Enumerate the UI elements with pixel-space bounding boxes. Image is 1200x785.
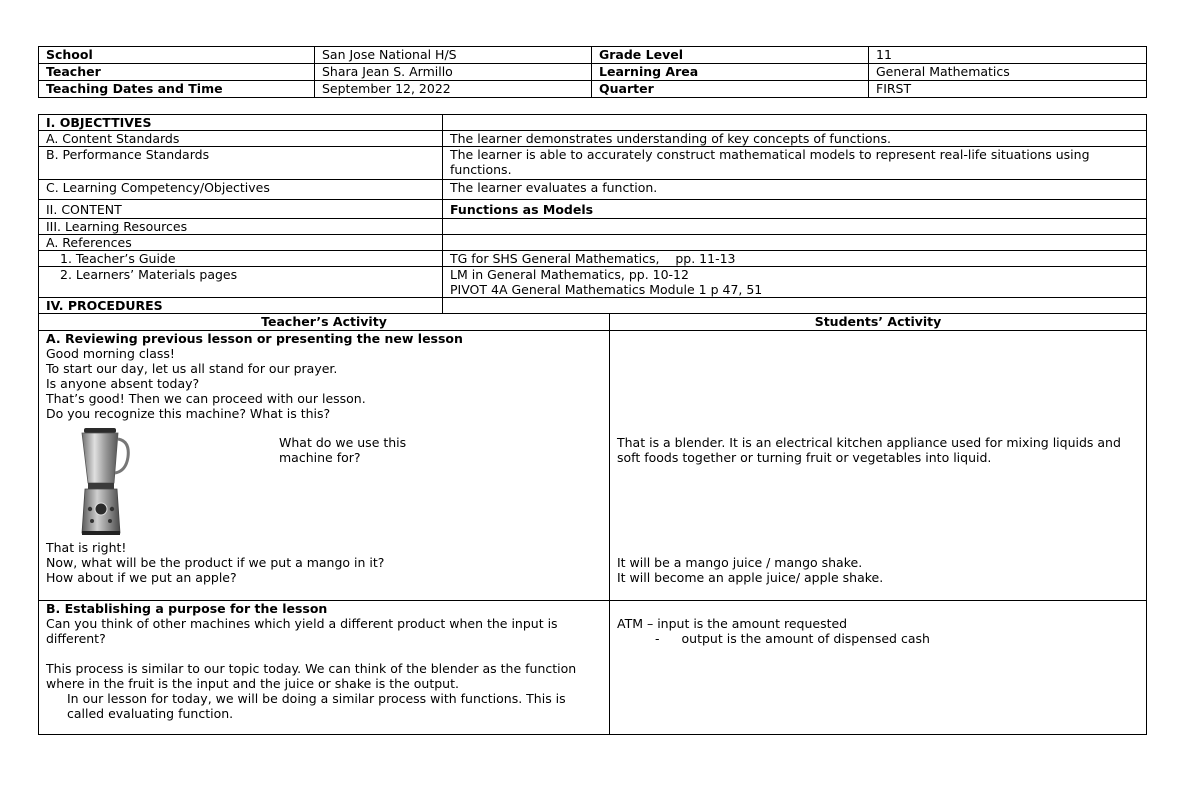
school-label: School <box>39 47 315 64</box>
teachers-guide-value: TG for SHS General Mathematics, pp. 11-13 <box>443 251 1147 267</box>
references-label: A. References <box>39 235 443 251</box>
learners-materials-value <box>443 267 1147 298</box>
student-activity-header: Students’ Activity <box>610 314 1147 331</box>
teachers-guide-label: 1. Teacher’s Guide <box>39 251 443 267</box>
header-table <box>38 46 1147 98</box>
activity-a-answer-2: It will be a mango juice / mango shake. <box>617 555 863 570</box>
teacher-activity-header: Teacher’s Activity <box>39 314 610 331</box>
activity-a-row <box>39 331 1147 601</box>
activity-a-line-4: That’s good! Then we can proceed with our lesson. <box>46 391 366 406</box>
activity-a-line-7: Now, what will be the product if we put a mango in it? <box>46 555 385 570</box>
lm-reference-2: PIVOT 4A General Mathematics Module 1 p 47, 51 <box>450 282 763 297</box>
references-empty <box>443 235 1147 251</box>
activity-b-row <box>39 601 1147 735</box>
grade-label: Grade Level <box>592 47 869 64</box>
activity-b-teacher <box>39 601 610 735</box>
learners-materials-label: 2. Learners’ Materials pages <box>39 267 443 298</box>
activity-a-answer-3: It will become an apple juice/ apple shake. <box>617 570 884 585</box>
dates-value: September 12, 2022 <box>315 81 592 98</box>
area-value: General Mathematics <box>869 64 1147 81</box>
activity-b-answer-1: ATM – input is the amount requested <box>617 616 848 631</box>
procedures-heading: IV. PROCEDURES <box>39 298 443 314</box>
objectives-heading: I. OBJECTTIVES <box>39 115 443 131</box>
activity-header-row <box>39 314 1147 331</box>
activity-b-line-3: In our lesson for today, we will be doing a similar process with functions. This is called evaluating function. <box>67 691 566 721</box>
competency-row <box>39 180 1147 200</box>
objectives-row <box>39 115 1147 131</box>
grade-value: 11 <box>869 47 1147 64</box>
teachers-guide-row <box>39 251 1147 267</box>
quarter-value: FIRST <box>869 81 1147 98</box>
dates-label: Teaching Dates and Time <box>39 81 315 98</box>
content-row <box>39 200 1147 219</box>
school-value: San Jose National H/S <box>315 47 592 64</box>
performance-standards-row <box>39 147 1147 180</box>
header-row-school <box>39 47 1147 64</box>
references-row <box>39 235 1147 251</box>
area-label: Learning Area <box>592 64 869 81</box>
performance-standards-label: B. Performance Standards <box>39 147 443 180</box>
content-value: Functions as Models <box>443 200 1147 219</box>
performance-standards-value: The learner is able to accurately construct mathematical models to represent real-life situations using functions. <box>443 147 1147 180</box>
content-standards-row <box>39 131 1147 147</box>
content-standards-value: The learner demonstrates understanding of key concepts of functions. <box>443 131 1147 147</box>
lesson-plan-table <box>38 114 1147 735</box>
activity-a-line-5: Do you recognize this machine? What is this? <box>46 406 331 421</box>
learners-materials-row <box>39 267 1147 298</box>
activity-b-spacer <box>46 646 602 661</box>
activity-b-heading: B. Establishing a purpose for the lesson <box>46 601 328 616</box>
competency-label: C. Learning Competency/Objectives <box>39 180 443 200</box>
activity-a-heading: A. Reviewing previous lesson or presenting the new lesson <box>46 331 463 346</box>
content-heading: II. CONTENT <box>39 200 443 219</box>
activity-b-line-2: This process is similar to our topic today. We can think of the blender as the function where in the fruit is the input and the juice or shake is the output. <box>46 661 577 691</box>
lm-reference-1: LM in General Mathematics, pp. 10-12 <box>450 267 689 282</box>
activity-a-line-8: How about if we put an apple? <box>46 570 237 585</box>
resources-row <box>39 219 1147 235</box>
activity-a-line-3: Is anyone absent today? <box>46 376 200 391</box>
procedures-row <box>39 298 1147 314</box>
header-row-dates <box>39 81 1147 98</box>
activity-b-answer-2-text: output is the amount of dispensed cash <box>681 631 930 646</box>
activity-a-teacher <box>39 331 610 601</box>
activity-a-line-6: That is right! <box>46 540 127 555</box>
procedures-empty <box>443 298 1147 314</box>
dash-marker: - <box>655 631 660 646</box>
activity-b-answer-2 <box>617 631 1139 646</box>
teacher-label: Teacher <box>39 64 315 81</box>
activity-a-line-2: To start our day, let us all stand for our prayer. <box>46 361 338 376</box>
activity-a-student <box>610 331 1147 601</box>
objectives-empty <box>443 115 1147 131</box>
resources-label: III. Learning Resources <box>39 219 443 235</box>
teacher-value: Shara Jean S. Armillo <box>315 64 592 81</box>
resources-empty <box>443 219 1147 235</box>
activity-a-answer-1: That is a blender. It is an electrical kitchen appliance used for mixing liquids and soft foods together or turning fruit or vegetables into liquid. <box>617 435 1121 465</box>
activity-a-line-1: Good morning class! <box>46 346 175 361</box>
content-standards-label: A. Content Standards <box>39 131 443 147</box>
competency-value: The learner evaluates a function. <box>443 180 1147 200</box>
blender-question: What do we use this machine for? <box>279 435 407 465</box>
activity-b-line-1: Can you think of other machines which yield a different product when the input is different? <box>46 616 558 646</box>
header-row-teacher <box>39 64 1147 81</box>
activity-b-student <box>610 601 1147 735</box>
blender-image <box>68 427 158 537</box>
quarter-label: Quarter <box>592 81 869 98</box>
